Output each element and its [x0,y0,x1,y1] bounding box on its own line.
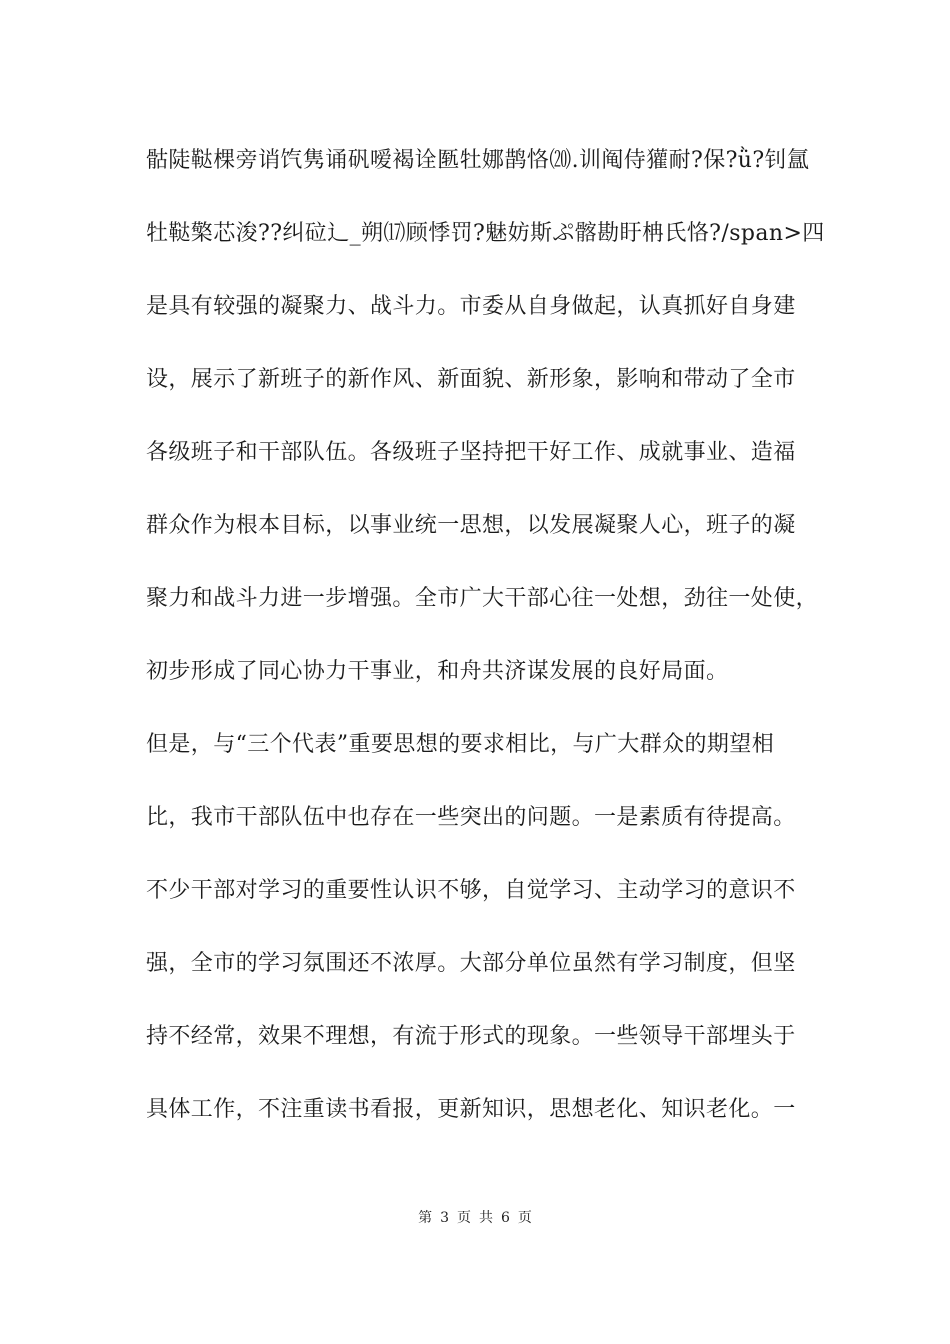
text-line: 各级班子和干部队伍。各级班子坚持把干好工作、成就事业、造福 [146,440,796,465]
text-line: 群众作为根本目标，以事业统一思想，以发展凝聚人心，班子的凝 [146,513,796,538]
footer-total-pages: 6 [501,1210,510,1226]
text-line: 是具有较强的凝聚力、战斗力。市委从自身做起，认真抓好自身建 [146,294,796,319]
text-line: 但是，与“三个代表”重要思想的要求相比，与广大群众的期望相 [146,732,775,757]
text-line: 强，全市的学习氛围还不浓厚。大部分单位虽然有学习制度，但坚 [146,951,796,976]
text-line: 设，展示了新班子的新作风、新面貌、新形象，影响和带动了全市 [146,367,796,392]
text-line: 牡鞑檠芯浚??纠砬辶_朔⒄顾悸罚?魅妨斯ぷ髂勘盱柟氏恪?/span>四 [146,221,825,246]
footer-total-word: 共 [479,1210,493,1226]
text-line: 初步形成了同心协力干事业，和舟共济谋发展的良好局面。 [146,659,729,684]
footer-page-word: 页 [457,1210,471,1226]
text-line: 骷陡鞑棵旁诮饩隽诵矾嗳褐诠匦牡娜鹊恪⒇.训阄侍獾耐?保?ǜ?钊氲 [146,148,810,173]
text-line: 持不经常，效果不理想，有流于形式的现象。一些领导干部埋头于 [146,1024,796,1049]
footer-suffix: 页 [517,1210,532,1226]
text-line: 不少干部对学习的重要性认识不够，自觉学习、主动学习的意识不 [146,878,796,903]
text-line: 具体工作，不注重读书看报，更新知识，思想老化、知识老化。一 [146,1097,796,1122]
page-footer [0,1208,950,1228]
text-line: 聚力和战斗力进一步增强。全市广大干部心往一处想，劲往一处使， [146,586,819,611]
text-line: 比，我市干部队伍中也存在一些突出的问题。一是素质有待提高。 [146,805,796,830]
footer-current-page: 3 [440,1210,449,1226]
footer-prefix: 第 [418,1210,433,1226]
